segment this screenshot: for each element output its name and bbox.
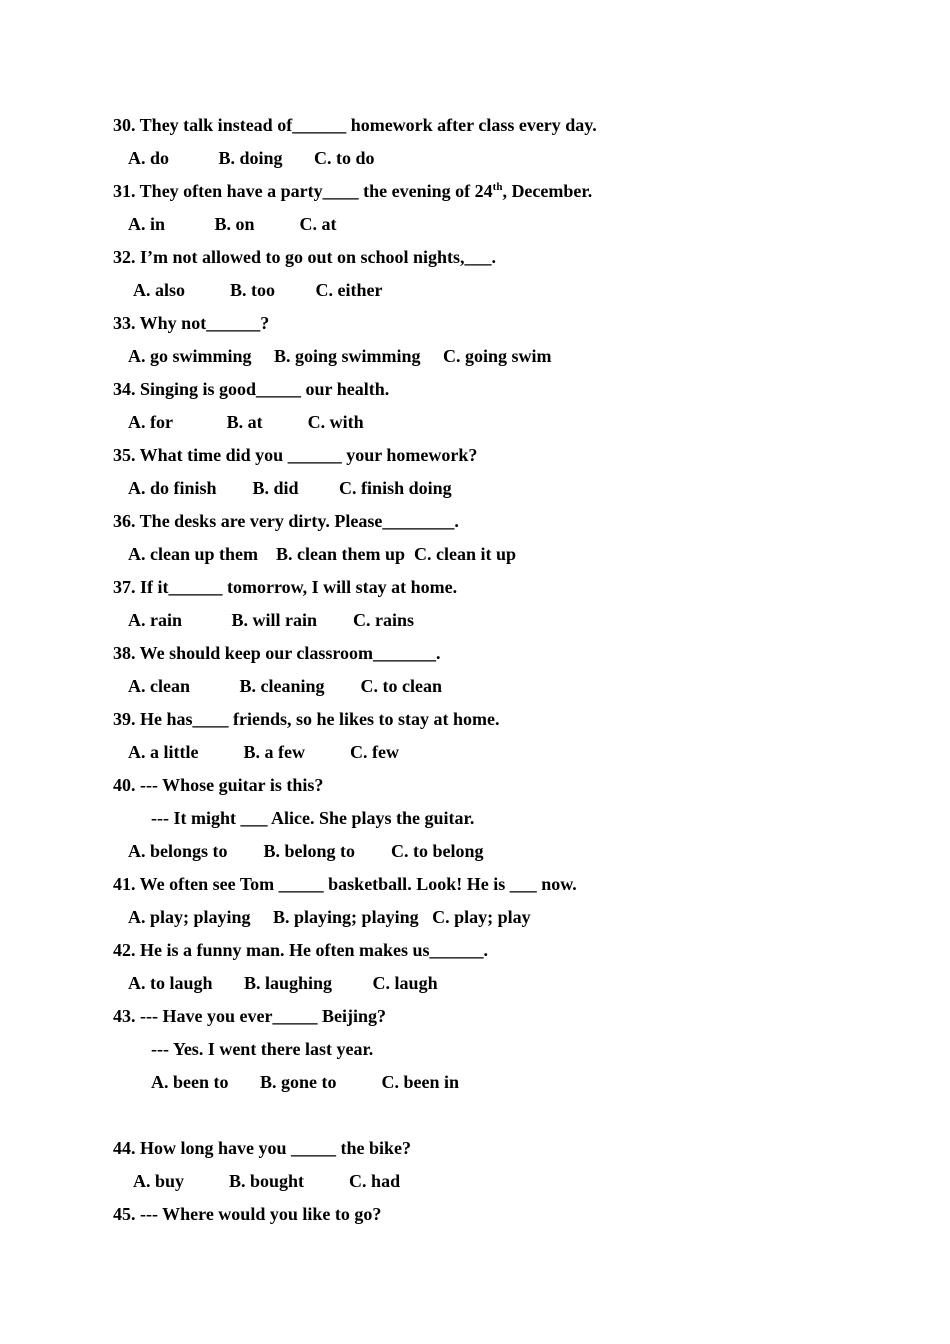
question-35-stem: 35. What time did you ______ your homework? <box>113 445 478 465</box>
question-38-options: A. clean B. cleaning C. to clean <box>128 676 442 696</box>
question-40-options: A. belongs to B. belong to C. to belong <box>128 841 484 861</box>
question-33-stem: 33. Why not______? <box>113 313 270 333</box>
question-38-stem: 38. We should keep our classroom_______. <box>113 643 441 663</box>
question-44-options: A. buy B. bought C. had <box>133 1171 401 1191</box>
question-39-stem: 39. He has____ friends, so he likes to stay at home. <box>113 709 500 729</box>
question-41-stem: 41. We often see Tom _____ basketball. Look! He is ___ now. <box>113 874 577 894</box>
question-37-options: A. rain B. will rain C. rains <box>128 610 415 630</box>
question-36-stem: 36. The desks are very dirty. Please________. <box>113 511 459 531</box>
question-34-stem: 34. Singing is good_____ our health. <box>113 379 390 399</box>
question-42-options: A. to laugh B. laughing C. laugh <box>128 973 438 993</box>
question-30-stem: 30. They talk instead of______ homework after class every day. <box>113 115 597 135</box>
question-43-reply: --- Yes. I went there last year. <box>151 1039 374 1059</box>
question-40-reply: --- It might ___ Alice. She plays the guitar. <box>151 808 475 828</box>
question-45-stem: 45. --- Where would you like to go? <box>113 1204 382 1224</box>
question-36-options: A. clean up them B. clean them up C. clean it up <box>128 544 517 564</box>
question-37-stem: 37. If it______ tomorrow, I will stay at home. <box>113 577 458 597</box>
question-31-options: A. in B. on C. at <box>128 214 337 234</box>
question-44-stem: 44. How long have you _____ the bike? <box>113 1138 412 1158</box>
question-33-options: A. go swimming B. going swimming C. going swim <box>128 346 552 366</box>
question-31-stem: 31. They often have a party____ the evening of 24th, December. <box>113 181 593 201</box>
question-39-options: A. a little B. a few C. few <box>128 742 399 762</box>
question-35-options: A. do finish B. did C. finish doing <box>128 478 452 498</box>
question-40-stem: 40. --- Whose guitar is this? <box>113 775 324 795</box>
question-34-options: A. for B. at C. with <box>128 412 364 432</box>
question-32-options: A. also B. too C. either <box>133 280 383 300</box>
question-42-stem: 42. He is a funny man. He often makes us______. <box>113 940 489 960</box>
question-30-options: A. do B. doing C. to do <box>128 148 375 168</box>
question-32-stem: 32. I’m not allowed to go out on school nights,___. <box>113 247 497 267</box>
question-41-options: A. play; playing B. playing; playing C. play; play <box>128 907 531 927</box>
question-43-stem: 43. --- Have you ever_____ Beijing? <box>113 1006 386 1026</box>
question-43-options: A. been to B. gone to C. been in <box>151 1072 460 1092</box>
